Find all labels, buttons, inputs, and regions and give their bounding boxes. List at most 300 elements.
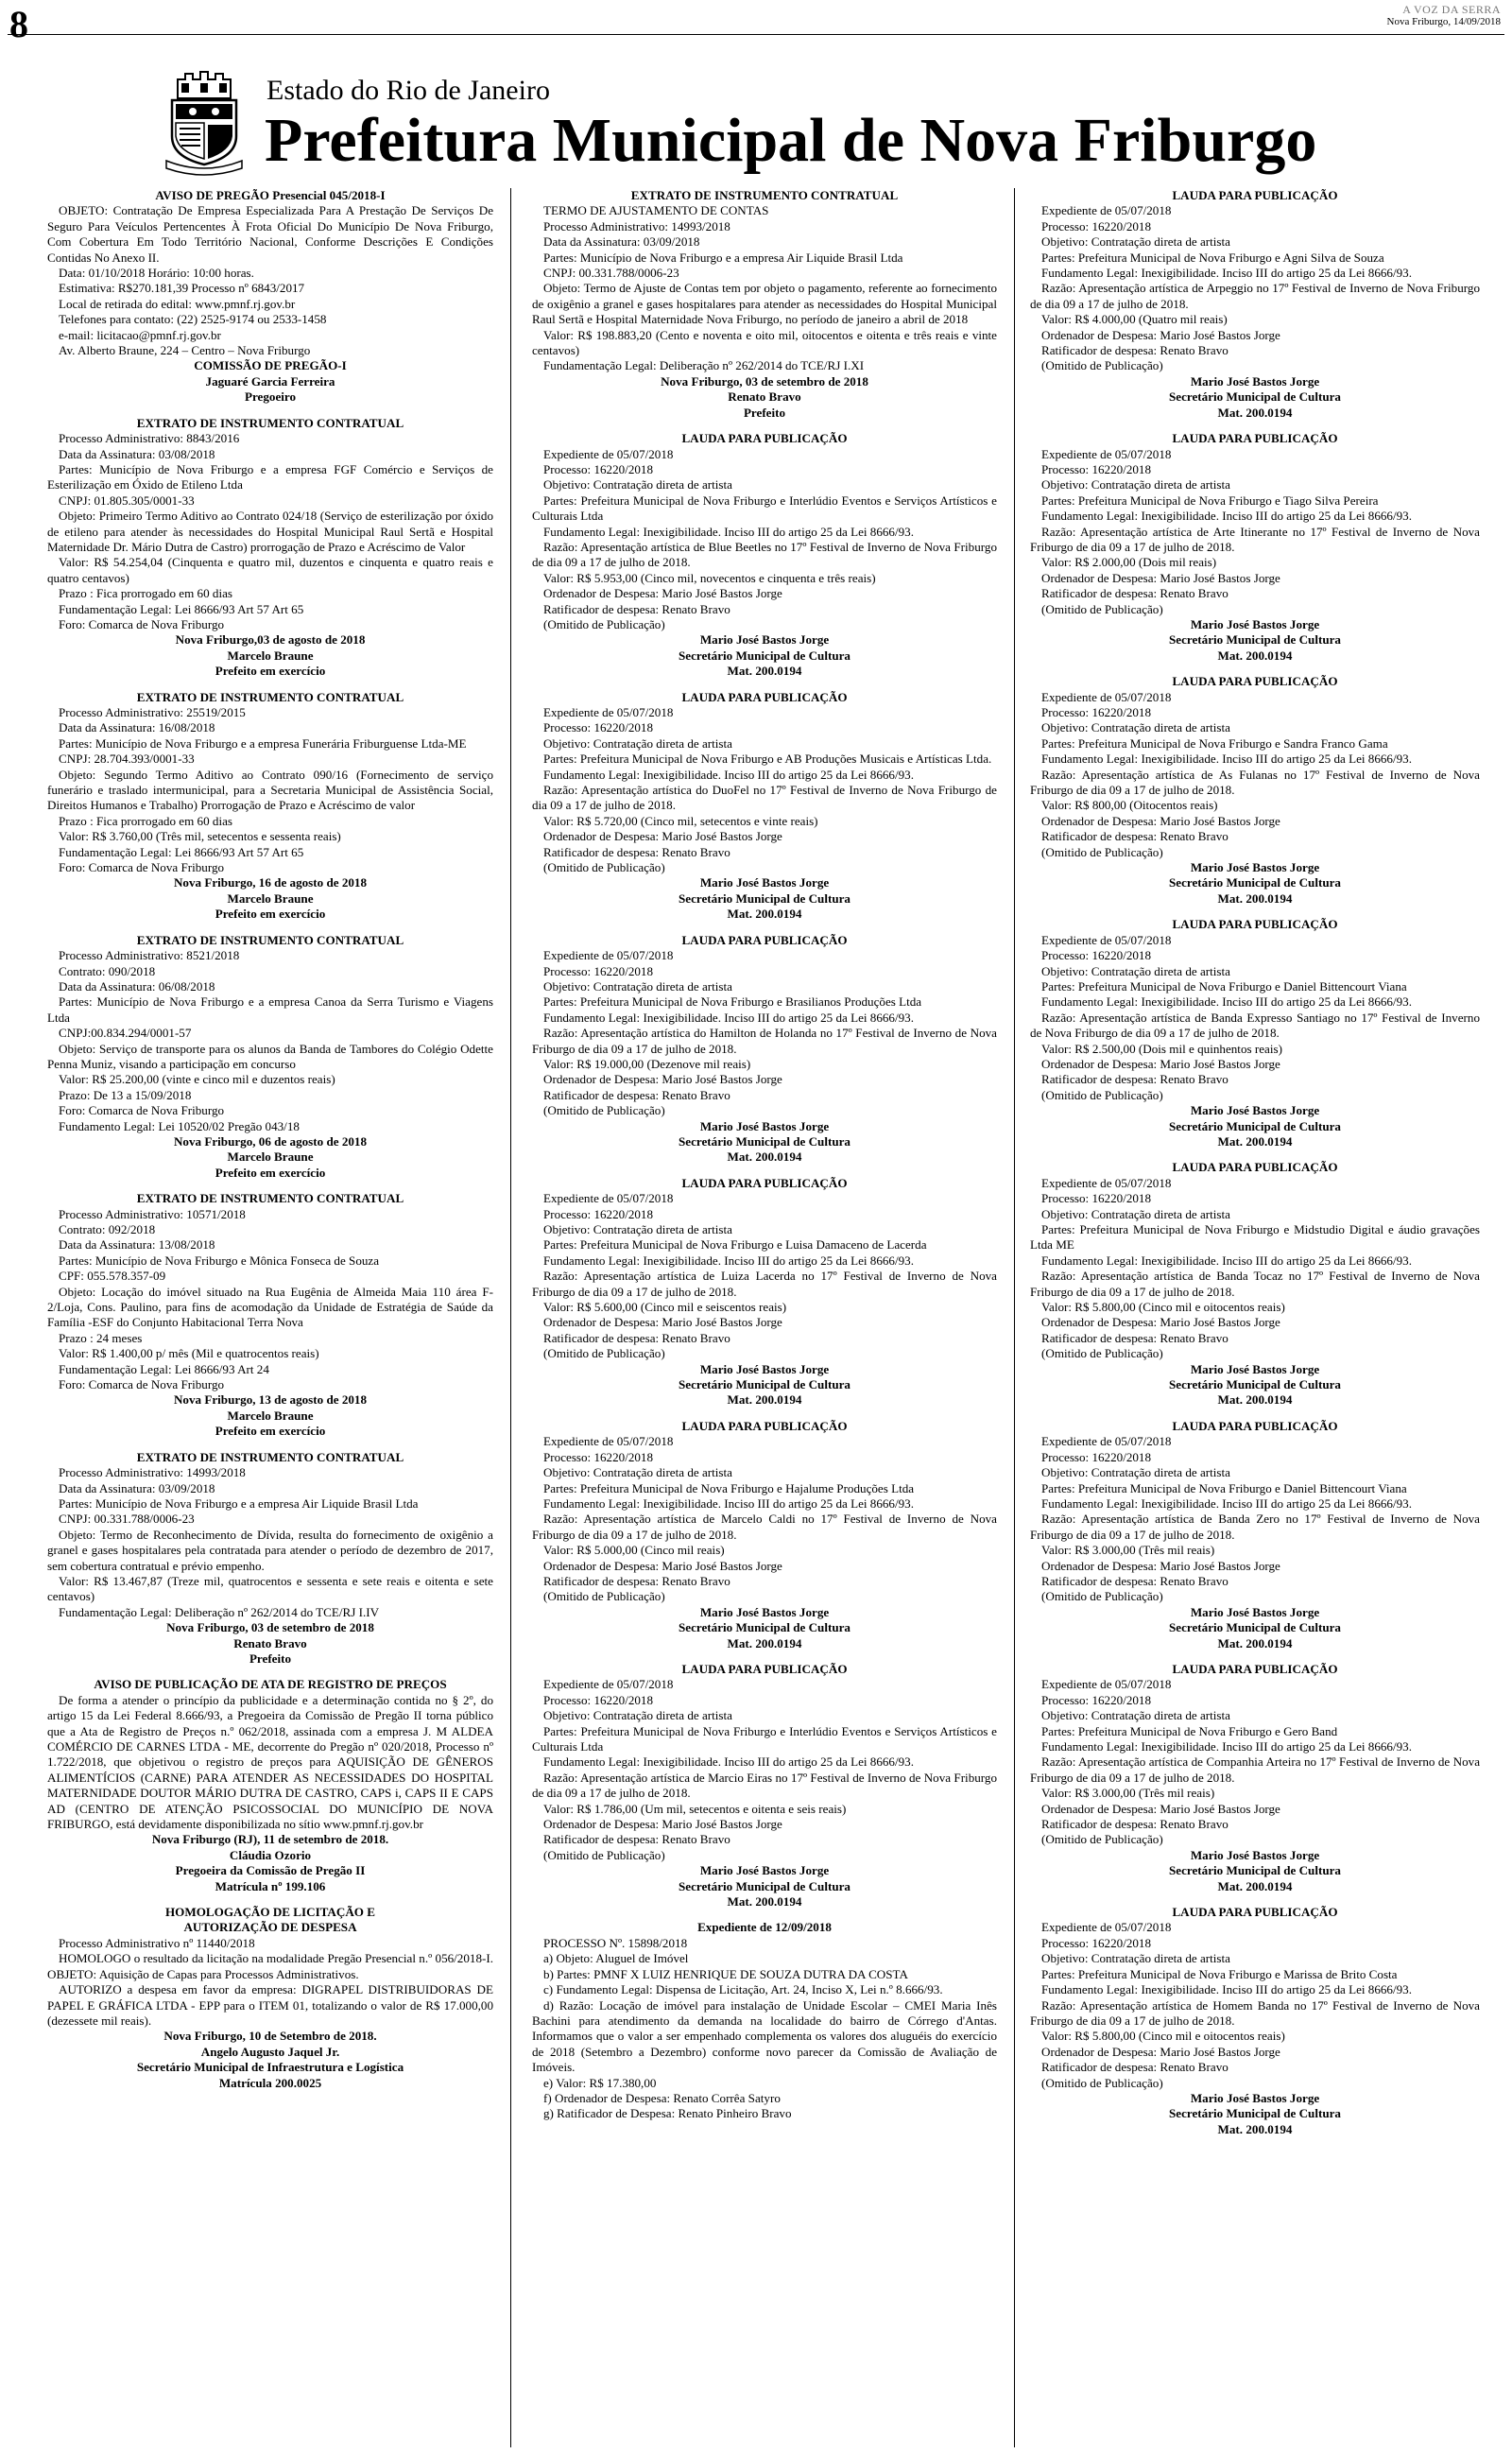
notice-heading: LAUDA PARA PUBLICAÇÃO xyxy=(681,1175,848,1190)
notice-text: Processo Administrativo nº 11440/2018 xyxy=(59,1935,255,1950)
notice-text: (Omitido de Publicação) xyxy=(1041,601,1163,616)
notice-heading: LAUDA PARA PUBLICAÇÃO xyxy=(1172,188,1338,202)
notice-text: Ratificador de despesa: Renato Bravo xyxy=(1041,1330,1228,1345)
notice-text: CNPJ: 00.331.788/0006-23 xyxy=(543,266,679,281)
notice-text: Fundamento Legal: Inexigibilidade. Inciso III do artigo 25 da Lei 8666/93. xyxy=(1041,752,1412,767)
notice-heading: Mario José Bastos Jorge xyxy=(699,1361,830,1376)
notice-text: Razão: Apresentação artística de Marcio Eiras no 17º Festival de Inverno de Nova Friburgo de dia 09 a 17 de julho de 2018. xyxy=(532,1770,997,1801)
notice-heading: Prefeito em exercício xyxy=(215,1165,326,1180)
notice-text: Expediente de 05/07/2018 xyxy=(1041,1175,1172,1190)
notice-text: Objetivo: Contratação direta de artista xyxy=(1041,1951,1230,1966)
notice-text: Ordenador de Despesa: Mario José Bastos Jorge xyxy=(1041,327,1280,342)
notice-heading: LAUDA PARA PUBLICAÇÃO xyxy=(681,689,848,704)
notice-text: Objeto: Primeiro Termo Aditivo ao Contrato 024/18 (Serviço de esterilização por óxido de etileno para atender às necessidades do Hospital Municipal Raul Sertã e Hospital Maternidade Dr. Mário Dutra de Castro) prorrogação de Prazo e Acréscimo de Valor xyxy=(47,509,493,554)
notice-text: Ratificador de despesa: Renato Bravo xyxy=(543,601,730,616)
section-gap xyxy=(1030,1894,1480,1905)
notice-text: De forma a atender o princípio da publicidade e a determinação contida no § 2º, do artigo 15 da Lei Federal 8.666/93, a Pregoeira da Comissão de Pregão II torna público que a Ata de Registro de Preços n.º 062/2018, assinada com a empresa J. M ALDEA COMÉRCIO DE CARNES LTDA - ME, decorrente do Pregão nº 020/2018, Processo nº 1.722/2018, que objetivou o registro de preços para AQUISIÇÃO DE GÊNEROS ALIMENTÍCIOS (CARNE) PARA ATENDER AS NECESSIDADES DO HOSPITAL MATERNIDADE DOUTOR MÁRIO DUTRA DE CASTRO, CAPS i, CAPS II E CAPS AD (CENTRO DE ATENÇÃO PSICOSSOCIAL DO MUNICÍPIO DE NOVA FRIBURGO, está devidamente disponibilizada no sítio www.pmnf.rj.gov.br xyxy=(47,1692,493,1832)
notice-text: Processo Administrativo: 10571/2018 xyxy=(59,1206,246,1221)
notice-text: Valor: R$ 25.200,00 (vinte e cinco mil e duzentos reais) xyxy=(59,1072,335,1087)
notice-heading: Mario José Bastos Jorge xyxy=(699,875,830,890)
notice-text: Fundamento Legal: Inexigibilidade. Inciso III do artigo 25 da Lei 8666/93. xyxy=(1041,1253,1412,1268)
notice-text: Partes: Prefeitura Municipal de Nova Friburgo e Marissa de Brito Costa xyxy=(1041,1966,1398,1981)
notice-text: Objetivo: Contratação direta de artista xyxy=(1041,1206,1230,1221)
notice-text: Valor: R$ 5.600,00 (Cinco mil e seiscentos reais) xyxy=(543,1300,787,1315)
notice-heading: Marcelo Braune xyxy=(227,1149,314,1165)
notice-heading: Secretário Municipal de Cultura xyxy=(1169,389,1341,405)
notice-heading: Secretário Municipal de Infraestrutura e Logística xyxy=(136,2060,404,2075)
section-gap xyxy=(47,1440,493,1450)
notice-text: Processo: 16220/2018 xyxy=(543,1449,654,1464)
notice-heading: Mario José Bastos Jorge xyxy=(1190,1103,1320,1118)
notice-text: Valor: R$ 5.800,00 (Cinco mil e oitocentos reais) xyxy=(1041,1300,1285,1315)
notice-text: Ordenador de Despesa: Mario José Bastos Jorge xyxy=(1041,1056,1280,1071)
notice-heading: Secretário Municipal de Cultura xyxy=(679,1620,850,1635)
notice-text: Foro: Comarca de Nova Friburgo xyxy=(59,860,225,875)
section-gap xyxy=(1030,1651,1480,1662)
notice-text: Fundamento Legal: Inexigibilidade. Inciso III do artigo 25 da Lei 8666/93. xyxy=(543,767,914,782)
notice-text: Contrato: 092/2018 xyxy=(59,1222,156,1236)
notice-text: Data da Assinatura: 03/09/2018 xyxy=(59,1480,215,1495)
notice-heading: Jaguaré Garcia Ferreira xyxy=(205,373,335,389)
notice-text: HOMOLOGO o resultado da licitação na modalidade Pregão Presencial n.º 056/2018-I. OBJETO: Aquisição de Capas para Processos Administrativos. xyxy=(47,1951,493,1981)
notice-heading: Secretário Municipal de Cultura xyxy=(1169,1377,1341,1392)
notice-text: Valor: R$ 5.000,00 (Cinco mil reais) xyxy=(543,1543,725,1558)
notice-text: e) Valor: R$ 17.380,00 xyxy=(543,2075,657,2090)
notice-heading: Mat. 200.0194 xyxy=(727,1635,802,1650)
notice-text: Razão: Apresentação artística de Luiza Lacerda no 17º Festival de Inverno de Nova Friburgo de dia 09 a 17 de julho de 2018. xyxy=(532,1269,997,1299)
notice-heading: Prefeito xyxy=(743,405,786,420)
notice-text: Prazo: De 13 a 15/09/2018 xyxy=(59,1087,192,1102)
notice-heading: Secretário Municipal de Cultura xyxy=(1169,1863,1341,1878)
page-number: 8 xyxy=(9,3,28,45)
notice-text: Ordenador de Despesa: Mario José Bastos Jorge xyxy=(543,1315,782,1330)
notice-heading: Nova Friburgo (RJ), 11 de setembro de 2018. xyxy=(151,1832,389,1847)
notice-text: Fundamentação Legal: Deliberação nº 262/2014 do TCE/RJ I.IV xyxy=(59,1604,380,1619)
notice-text: Ordenador de Despesa: Mario José Bastos Jorge xyxy=(543,829,782,844)
notice-text: Objetivo: Contratação direta de artista xyxy=(1041,720,1230,735)
notice-text: Fundamento Legal: Inexigibilidade. Inciso III do artigo 25 da Lei 8666/93. xyxy=(1041,994,1412,1010)
notice-text: Local de retirada do edital: www.pmnf.rj.gov.br xyxy=(59,296,296,311)
notice-heading: Mario José Bastos Jorge xyxy=(1190,1847,1320,1862)
notice-text: Ratificador de despesa: Renato Bravo xyxy=(543,1573,730,1588)
publication-date: Nova Friburgo, 14/09/2018 xyxy=(1386,16,1501,27)
notice-text: Fundamentação Legal: Lei 8666/93 Art 57 Art 65 xyxy=(59,844,304,859)
notice-text: Partes: Município de Nova Friburgo e Mônica Fonseca de Souza xyxy=(59,1253,380,1268)
section-gap xyxy=(1030,664,1480,674)
notice-text: Ratificador de despesa: Renato Bravo xyxy=(1041,2060,1228,2075)
notice-text: Ratificador de despesa: Renato Bravo xyxy=(1041,1573,1228,1588)
notice-heading: Mat. 200.0194 xyxy=(727,1149,802,1165)
notice-text: (Omitido de Publicação) xyxy=(1041,1346,1163,1361)
notice-text: Valor: R$ 3.000,00 (Três mil reais) xyxy=(1041,1543,1215,1558)
section-gap xyxy=(532,923,997,933)
notice-text: Partes: Município de Nova Friburgo e a empresa Funerária Friburguense Ltda-ME xyxy=(59,735,467,751)
notice-text: Ratificador de despesa: Renato Bravo xyxy=(543,1330,730,1345)
notice-heading: Mario José Bastos Jorge xyxy=(1190,616,1320,631)
notice-heading: Mat. 200.0194 xyxy=(727,907,802,922)
notice-text: Processo: 16220/2018 xyxy=(1041,1935,1152,1950)
column-divider xyxy=(510,188,511,2447)
notice-text: Razão: Apresentação artística de Arpeggio no 17º Festival de Inverno de Nova Friburgo de dia 09 a 17 de julho de 2018. xyxy=(1030,281,1480,311)
notice-text: CNPJ: 01.805.305/0001-33 xyxy=(59,493,195,508)
notice-text: Fundamentação Legal: Deliberação nº 262/2014 do TCE/RJ I.XI xyxy=(543,358,865,373)
notice-text: Objeto: Segundo Termo Aditivo ao Contrato 090/16 (Fornecimento de serviço funerário e traslado intermunicipal, para a Secretaria Municipal de Assistência Social, Direitos Humanos e Trabalho) Prorrogação de Prazo e Acréscimo de valor xyxy=(47,767,493,813)
notice-text: Expediente de 05/07/2018 xyxy=(543,1677,674,1692)
column-middle xyxy=(532,188,997,2122)
notice-text: Expediente de 05/07/2018 xyxy=(1041,932,1172,947)
notice-heading: Secretário Municipal de Cultura xyxy=(1169,875,1341,890)
notice-text: Processo: 16220/2018 xyxy=(1041,1191,1152,1206)
section-gap xyxy=(532,1166,997,1176)
notice-heading: Matrícula 200.0025 xyxy=(218,2075,322,2090)
notice-heading: Nova Friburgo, 16 de agosto de 2018 xyxy=(173,875,368,890)
notice-heading: EXTRATO DE INSTRUMENTO CONTRATUAL xyxy=(136,1191,404,1206)
notice-text: Objetivo: Contratação direta de artista xyxy=(1041,963,1230,978)
notice-heading: EXTRATO DE INSTRUMENTO CONTRATUAL xyxy=(136,689,404,704)
notice-heading: Mario José Bastos Jorge xyxy=(1190,1604,1320,1619)
section-gap xyxy=(532,1651,997,1662)
notice-text: Objetivo: Contratação direta de artista xyxy=(1041,234,1230,250)
notice-heading: Mario José Bastos Jorge xyxy=(1190,373,1320,389)
notice-heading: Mario José Bastos Jorge xyxy=(699,632,830,648)
notice-text: Expediente de 05/07/2018 xyxy=(1041,203,1172,218)
notice-heading: Mat. 200.0194 xyxy=(1217,2121,1293,2136)
notice-text: Processo: 16220/2018 xyxy=(543,720,654,735)
notice-text: Ordenador de Despesa: Mario José Bastos Jorge xyxy=(1041,1558,1280,1573)
notice-heading: Marcelo Braune xyxy=(227,1408,314,1423)
notice-text: Data da Assinatura: 03/09/2018 xyxy=(543,234,700,250)
notice-text: Prazo : 24 meses xyxy=(59,1330,143,1345)
notice-text: Processo Administrativo: 8521/2018 xyxy=(59,948,240,963)
header-rule xyxy=(8,34,1504,35)
notice-heading: EXTRATO DE INSTRUMENTO CONTRATUAL xyxy=(630,188,899,202)
notice-text: Expediente de 05/07/2018 xyxy=(1041,1920,1172,1935)
notice-text: Ordenador de Despesa: Mario José Bastos Jorge xyxy=(1041,813,1280,828)
notice-text: f) Ordenador de Despesa: Renato Corrêa Satyro xyxy=(543,2090,781,2105)
notice-text: Objetivo: Contratação direta de artista xyxy=(543,978,732,994)
notice-heading: Secretário Municipal de Cultura xyxy=(679,648,850,663)
notice-text: Partes: Município de Nova Friburgo e a empresa FGF Comércio e Serviços de Esterilização em Óxido de Etileno Ltda xyxy=(47,461,493,493)
newspaper-name: A VOZ DA SERRA xyxy=(1402,3,1501,16)
notice-heading: LAUDA PARA PUBLICAÇÃO xyxy=(681,932,848,947)
notice-text: Razão: Apresentação artística de Banda Expresso Santiago no 17º Festival de Inverno de Nova Friburgo de dia 09 a 17 de julho de 2018. xyxy=(1030,1010,1480,1041)
notice-text: Ordenador de Despesa: Mario José Bastos Jorge xyxy=(543,1558,782,1573)
column-divider xyxy=(1014,188,1015,2447)
notice-text: Fundamento Legal: Inexigibilidade. Inciso III do artigo 25 da Lei 8666/93. xyxy=(543,1253,914,1268)
notice-heading: LAUDA PARA PUBLICAÇÃO xyxy=(1172,1418,1338,1433)
notice-heading: Nova Friburgo, 10 de Setembro de 2018. xyxy=(163,2029,377,2044)
notice-text: Razão: Apresentação artística de Companhia Arteira no 17º Festival de Inverno de Nova Friburgo de dia 09 a 17 de julho de 2018. xyxy=(1030,1754,1480,1785)
notice-text: Partes: Prefeitura Municipal de Nova Friburgo e Interlúdio Eventos e Serviços Artísticos e Culturais Ltda xyxy=(532,1723,997,1754)
notice-text: Ordenador de Despesa: Mario José Bastos Jorge xyxy=(543,1072,782,1087)
notice-heading: Expediente de 12/09/2018 xyxy=(697,1920,832,1935)
masthead-title: Prefeitura Municipal de Nova Friburgo xyxy=(265,106,1317,175)
coat-of-arms-icon xyxy=(164,70,244,176)
notice-text: CNPJ:00.834.294/0001-57 xyxy=(59,1026,192,1041)
notice-text: Ratificador de despesa: Renato Bravo xyxy=(1041,829,1228,844)
notice-text: Ratificador de despesa: Renato Bravo xyxy=(1041,343,1228,358)
notice-text: Razão: Apresentação artística do DuoFel no 17º Festival de Inverno de Nova Friburgo de dia 09 a 17 de julho de 2018. xyxy=(532,783,997,813)
notice-text: Processo: 16220/2018 xyxy=(1041,1692,1152,1707)
section-gap xyxy=(47,923,493,933)
section-gap xyxy=(47,1894,493,1905)
section-gap xyxy=(47,1181,493,1191)
notice-text: Objetivo: Contratação direta de artista xyxy=(543,1708,732,1723)
notice-text: Valor: R$ 13.467,87 (Treze mil, quatrocentos e sessenta e sete reais e oitenta e sete centavos) xyxy=(47,1573,493,1604)
notice-text: CPF: 055.578.357-09 xyxy=(59,1269,166,1284)
notice-text: Valor: R$ 1.400,00 p/ mês (Mil e quatrocentos reais) xyxy=(59,1346,319,1361)
notice-text: (Omitido de Publicação) xyxy=(543,1346,665,1361)
notice-text: Telefones para contato: (22) 2525-9174 ou 2533-1458 xyxy=(59,312,327,327)
notice-text: Prazo : Fica prorrogado em 60 dias xyxy=(59,586,232,601)
notice-heading: Mat. 200.0194 xyxy=(1217,1133,1293,1149)
notice-text: (Omitido de Publicação) xyxy=(543,1589,665,1604)
notice-text: Expediente de 05/07/2018 xyxy=(543,705,674,719)
notice-text: b) Partes: PMNF X LUIZ HENRIQUE DE SOUZA DUTRA DA COSTA xyxy=(543,1966,908,1981)
notice-heading: Mario José Bastos Jorge xyxy=(1190,1361,1320,1376)
notice-text: (Omitido de Publicação) xyxy=(1041,1087,1163,1102)
notice-heading: LAUDA PARA PUBLICAÇÃO xyxy=(1172,917,1338,932)
notice-text: Partes: Prefeitura Municipal de Nova Friburgo e Hajalume Produções Ltda xyxy=(543,1480,915,1495)
notice-text: Valor: R$ 5.720,00 (Cinco mil, setecentos e vinte reais) xyxy=(543,813,818,828)
notice-heading: Nova Friburgo,03 de agosto de 2018 xyxy=(175,632,366,648)
notice-text: Contrato: 090/2018 xyxy=(59,963,156,978)
notice-text: e-mail: licitacao@pmnf.rj.gov.br xyxy=(59,327,221,342)
section-gap xyxy=(532,1910,997,1920)
notice-text: Fundamento Legal: Lei 10520/02 Pregão 043/18 xyxy=(59,1118,300,1133)
notice-heading: Mario José Bastos Jorge xyxy=(1190,860,1320,875)
notice-heading: Secretário Municipal de Cultura xyxy=(679,890,850,906)
notice-text: Prazo : Fica prorrogado em 60 dias xyxy=(59,813,232,828)
notice-text: Fundamento Legal: Inexigibilidade. Inciso III do artigo 25 da Lei 8666/93. xyxy=(1041,509,1412,524)
notice-text: (Omitido de Publicação) xyxy=(1041,844,1163,859)
notice-text: Ratificador de despesa: Renato Bravo xyxy=(1041,586,1228,601)
notice-text: Fundamento Legal: Inexigibilidade. Inciso III do artigo 25 da Lei 8666/93. xyxy=(1041,1739,1412,1754)
notice-text: Fundamentação Legal: Lei 8666/93 Art 24 xyxy=(59,1361,269,1376)
notice-heading: Mat. 200.0194 xyxy=(1217,405,1293,420)
notice-heading: Pregoeira da Comissão de Pregão II xyxy=(175,1863,366,1878)
section-gap xyxy=(47,680,493,690)
column-left xyxy=(47,188,493,2091)
notice-heading: EXTRATO DE INSTRUMENTO CONTRATUAL xyxy=(136,415,404,430)
notice-text: Fundamento Legal: Inexigibilidade. Inciso III do artigo 25 da Lei 8666/93. xyxy=(543,524,914,539)
notice-heading: Mat. 200.0194 xyxy=(1217,1635,1293,1650)
notice-text: Partes: Prefeitura Municipal de Nova Friburgo e Daniel Bittencourt Viana xyxy=(1041,1480,1407,1495)
notice-heading: Mat. 200.0194 xyxy=(1217,1392,1293,1408)
notice-text: Valor: R$ 5.800,00 (Cinco mil e oitocentos reais) xyxy=(1041,2029,1285,2044)
notice-text: Expediente de 05/07/2018 xyxy=(543,446,674,461)
masthead xyxy=(180,70,1503,183)
notice-text: Partes: Município de Nova Friburgo e a empresa Air Liquide Brasil Ltda xyxy=(59,1495,419,1511)
notice-heading: AVISO DE PREGÃO Presencial 045/2018-I xyxy=(155,188,386,202)
notice-text: Valor: R$ 4.000,00 (Quatro mil reais) xyxy=(1041,312,1228,327)
notice-heading: LAUDA PARA PUBLICAÇÃO xyxy=(1172,1160,1338,1175)
notice-text: Ordenador de Despesa: Mario José Bastos Jorge xyxy=(1041,2044,1280,2059)
notice-heading: Mario José Bastos Jorge xyxy=(1190,2090,1320,2105)
notice-heading: Mat. 200.0194 xyxy=(727,1894,802,1910)
notice-text: Valor: R$ 3.760,00 (Três mil, setecentos e sessenta reais) xyxy=(59,829,341,844)
notice-text: (Omitido de Publicação) xyxy=(1041,1589,1163,1604)
section-gap xyxy=(1030,907,1480,917)
notice-text: TERMO DE AJUSTAMENTO DE CONTAS xyxy=(543,203,769,218)
notice-text: Ordenador de Despesa: Mario José Bastos Jorge xyxy=(1041,1801,1280,1816)
notice-heading: Prefeito em exercício xyxy=(215,907,326,922)
notice-heading: Nova Friburgo, 03 de setembro de 2018 xyxy=(166,1620,374,1635)
page-header xyxy=(0,0,1512,59)
notice-text: Estimativa: R$270.181,39 Processo nº 6843/2017 xyxy=(59,281,305,296)
notice-text: Expediente de 05/07/2018 xyxy=(1041,1677,1172,1692)
notice-text: (Omitido de Publicação) xyxy=(543,616,665,631)
notice-heading: Marcelo Braune xyxy=(227,648,314,663)
notice-text: Av. Alberto Braune, 224 – Centro – Nova Friburgo xyxy=(59,343,311,358)
notice-text: Partes: Prefeitura Municipal de Nova Friburgo e Tiago Silva Pereira xyxy=(1041,493,1379,508)
notice-text: Valor: R$ 3.000,00 (Três mil reais) xyxy=(1041,1786,1215,1801)
section-gap xyxy=(532,680,997,690)
notice-text: Objetivo: Contratação direta de artista xyxy=(543,1465,732,1480)
notice-text: Valor: R$ 1.786,00 (Um mil, setecentos e oitenta e seis reais) xyxy=(543,1801,847,1816)
notice-text: Partes: Prefeitura Municipal de Nova Friburgo e AB Produções Musicais e Artísticas Ltda. xyxy=(543,752,992,767)
notice-text: Razão: Apresentação artística de Arte Itinerante no 17º Festival de Inverno de Nova Friburgo de dia 09 a 17 de julho de 2018. xyxy=(1030,524,1480,554)
notice-heading: AVISO DE PUBLICAÇÃO DE ATA DE REGISTRO DE PREÇOS xyxy=(94,1677,447,1692)
notice-heading: AUTORIZAÇÃO DE DESPESA xyxy=(183,1920,357,1935)
notice-text: Partes: Município de Nova Friburgo e a empresa Canoa da Serra Turismo e Viagens Ltda xyxy=(47,994,493,1025)
notice-heading: LAUDA PARA PUBLICAÇÃO xyxy=(1172,1661,1338,1676)
notice-text: Objeto: Serviço de transporte para os alunos da Banda de Tambores do Colégio Odette Penna Muniz, visando a participação em concurso xyxy=(47,1041,493,1071)
notice-text: Data da Assinatura: 06/08/2018 xyxy=(59,978,215,994)
notice-text: Partes: Prefeitura Municipal de Nova Friburgo e Luisa Damaceno de Lacerda xyxy=(543,1237,927,1253)
notice-text: Razão: Apresentação artística do Hamilton de Holanda no 17º Festival de Inverno de Nova Friburgo de dia 09 a 17 de julho de 2018. xyxy=(532,1026,997,1056)
notice-text: Processo Administrativo: 14993/2018 xyxy=(543,218,730,233)
section-gap xyxy=(47,1667,493,1677)
notice-text: Foro: Comarca de Nova Friburgo xyxy=(59,1377,225,1392)
notice-text: Razão: Apresentação artística de Marcelo Caldi no 17º Festival de Inverno de Nova Friburgo de dia 09 a 17 de julho de 2018. xyxy=(532,1512,997,1542)
notice-heading: LAUDA PARA PUBLICAÇÃO xyxy=(1172,431,1338,446)
notice-text: Objetivo: Contratação direta de artista xyxy=(1041,1465,1230,1480)
state-name: Estado do Rio de Janeiro xyxy=(266,75,550,106)
notice-text: Fundamentação Legal: Lei 8666/93 Art 57 Art 65 xyxy=(59,601,304,616)
notice-text: Ratificador de despesa: Renato Bravo xyxy=(1041,1817,1228,1832)
notice-text: Expediente de 05/07/2018 xyxy=(543,1191,674,1206)
notice-heading: Secretário Municipal de Cultura xyxy=(1169,2106,1341,2121)
notice-text: Fundamento Legal: Inexigibilidade. Inciso III do artigo 25 da Lei 8666/93. xyxy=(1041,266,1412,281)
section-gap xyxy=(1030,1149,1480,1160)
notice-text: Expediente de 05/07/2018 xyxy=(543,1434,674,1449)
notice-heading: LAUDA PARA PUBLICAÇÃO xyxy=(1172,1905,1338,1920)
notice-heading: Matrícula nº 199.106 xyxy=(215,1878,326,1893)
notice-heading: Mario José Bastos Jorge xyxy=(699,1118,830,1133)
notice-text: Ordenador de Despesa: Mario José Bastos Jorge xyxy=(1041,570,1280,585)
notice-text: Partes: Prefeitura Municipal de Nova Friburgo e Interlúdio Eventos e Serviços Artísticos e Culturais Ltda xyxy=(532,493,997,524)
notice-text: Processo: 16220/2018 xyxy=(543,1692,654,1707)
notice-text: Partes: Prefeitura Municipal de Nova Friburgo e Daniel Bittencourt Viana xyxy=(1041,978,1407,994)
notice-text: PROCESSO Nº. 15898/2018 xyxy=(543,1935,688,1950)
notice-heading: Secretário Municipal de Cultura xyxy=(1169,1620,1341,1635)
notice-heading: Mario José Bastos Jorge xyxy=(699,1604,830,1619)
section-gap xyxy=(532,421,997,431)
notice-text: Partes: Prefeitura Municipal de Nova Friburgo e Midstudio Digital e áudio gravações Ltda ME xyxy=(1030,1222,1480,1253)
notice-text: g) Ratificador de Despesa: Renato Pinheiro Bravo xyxy=(543,2106,792,2121)
notice-text: Fundamento Legal: Inexigibilidade. Inciso III do artigo 25 da Lei 8666/93. xyxy=(543,1754,914,1770)
notice-heading: Cláudia Ozorio xyxy=(229,1847,312,1862)
notice-text: Processo Administrativo: 25519/2015 xyxy=(59,705,246,719)
notice-text: Valor: R$ 5.953,00 (Cinco mil, novecentos e cinquenta e três reais) xyxy=(543,570,876,585)
notice-text: Processo: 16220/2018 xyxy=(1041,948,1152,963)
notice-text: Processo: 16220/2018 xyxy=(543,963,654,978)
notice-heading: LAUDA PARA PUBLICAÇÃO xyxy=(681,1418,848,1433)
notice-text: d) Razão: Locação de imóvel para instalação de Unidade Escolar – CMEI Maria Inês Bachini para atendimento da demanda na localidade do bairro de Córrego d'Antas. Informamos que o valor a ser empenhado complementa os valores dos aluguéis do exercício de 2018 (Setembro a Dezembro) conforme novo parecer da Comissão de Avaliação de Imóveis. xyxy=(532,1997,997,2075)
notice-text: Razão: Apresentação artística de Homem Banda no 17º Festival de Inverno de Nova Friburgo de dia 09 a 17 de julho de 2018. xyxy=(1030,1997,1480,2028)
notice-heading: Pregoeiro xyxy=(244,389,297,405)
notice-text: Objetivo: Contratação direta de artista xyxy=(1041,477,1230,493)
notice-text: Partes: Município de Nova Friburgo e a empresa Air Liquide Brasil Ltda xyxy=(543,250,903,265)
notice-text: c) Fundamento Legal: Dispensa de Licitação, Art. 24, Inciso X, Lei n.º 8.666/93. xyxy=(543,1982,943,1997)
notice-text: Foro: Comarca de Nova Friburgo xyxy=(59,1103,225,1118)
notice-text: Fundamento Legal: Inexigibilidade. Inciso III do artigo 25 da Lei 8666/93. xyxy=(1041,1495,1412,1511)
notice-heading: Prefeito em exercício xyxy=(215,664,326,679)
publication-info xyxy=(1387,4,1502,28)
notice-text: (Omitido de Publicação) xyxy=(1041,2075,1163,2090)
notice-text: Partes: Prefeitura Municipal de Nova Friburgo e Brasilianos Produções Ltda xyxy=(543,994,922,1010)
notice-text: Processo Administrativo: 8843/2016 xyxy=(59,431,240,446)
notice-heading: Secretário Municipal de Cultura xyxy=(679,1133,850,1149)
notice-text: (Omitido de Publicação) xyxy=(543,1103,665,1118)
notice-heading: LAUDA PARA PUBLICAÇÃO xyxy=(1172,674,1338,689)
notice-text: Valor: R$ 800,00 (Oitocentos reais) xyxy=(1041,798,1218,813)
notice-text: Valor: R$ 19.000,00 (Dezenove mil reais) xyxy=(543,1056,751,1071)
notice-text: Ordenador de Despesa: Mario José Bastos Jorge xyxy=(543,586,782,601)
notice-heading: LAUDA PARA PUBLICAÇÃO xyxy=(681,1661,848,1676)
notice-text: Ordenador de Despesa: Mario José Bastos Jorge xyxy=(543,1817,782,1832)
notice-text: CNPJ: 28.704.393/0001-33 xyxy=(59,752,195,767)
notice-text: (Omitido de Publicação) xyxy=(1041,358,1163,373)
notice-heading: Nova Friburgo, 13 de agosto de 2018 xyxy=(173,1392,368,1408)
notice-text: Ratificador de despesa: Renato Bravo xyxy=(1041,1072,1228,1087)
notice-text: Ratificador de despesa: Renato Bravo xyxy=(543,1832,730,1847)
notice-text: Partes: Prefeitura Municipal de Nova Friburgo e Sandra Franco Gama xyxy=(1041,735,1388,751)
notice-text: Processo: 16220/2018 xyxy=(543,1206,654,1221)
notice-text: Objetivo: Contratação direta de artista xyxy=(1041,1708,1230,1723)
notice-text: Data da Assinatura: 13/08/2018 xyxy=(59,1237,215,1253)
notice-text: Data da Assinatura: 16/08/2018 xyxy=(59,720,215,735)
notice-text: Valor: R$ 2.500,00 (Dois mil e quinhentos reais) xyxy=(1041,1041,1282,1056)
notice-heading: Secretário Municipal de Cultura xyxy=(1169,632,1341,648)
notice-text: Objetivo: Contratação direta de artista xyxy=(543,477,732,493)
notice-text: Ratificador de despesa: Renato Bravo xyxy=(543,844,730,859)
notice-heading: HOMOLOGAÇÃO DE LICITAÇÃO E xyxy=(164,1905,375,1920)
notice-text: Objeto: Locação do imóvel situado na Rua Eugênia de Almeida Maia 110 área F-2/Loja, Cons. Paulino, para fins de acomodação da Unidade de Estratégia de Saúde da Família -ESF do Conjunto Habitacional Terra Nova xyxy=(47,1284,493,1330)
notice-text: Objeto: Termo de Reconhecimento de Dívida, resulta do fornecimento de oxigênio a granel e gases hospitalares pela contratada para atender o período de dezembro de 2017, sem cobertura contratual e prévio empenho. xyxy=(47,1527,493,1573)
notice-text: (Omitido de Publicação) xyxy=(1041,1832,1163,1847)
notice-text: Processo: 16220/2018 xyxy=(1041,218,1152,233)
notice-text: Objetivo: Contratação direta de artista xyxy=(543,1222,732,1236)
notice-text: Razão: Apresentação artística de Blue Beetles no 17º Festival de Inverno de Nova Friburgo de dia 09 a 17 de julho de 2018. xyxy=(532,539,997,570)
notice-heading: Mat. 200.0194 xyxy=(727,1392,802,1408)
notice-text: AUTORIZO a despesa em favor da empresa: DIGRAPEL DISTRIBUIDORAS DE PAPEL E GRÁFICA LTDA - EPP para o ITEM 01, totalizando o valor de R$ 17.000,00 (dezessete mil reais). xyxy=(47,1982,493,2028)
section-gap xyxy=(532,1408,997,1419)
notice-text: (Omitido de Publicação) xyxy=(543,1847,665,1862)
notice-text: Ordenador de Despesa: Mario José Bastos Jorge xyxy=(1041,1315,1280,1330)
notice-text: a) Objeto: Aluguel de Imóvel xyxy=(543,1951,689,1966)
notice-heading: Nova Friburgo, 06 de agosto de 2018 xyxy=(173,1133,368,1149)
notice-text: Razão: Apresentação artística de As Fulanas no 17º Festival de Inverno de Nova Friburgo de dia 09 a 17 de julho de 2018. xyxy=(1030,767,1480,798)
notice-text: Processo: 16220/2018 xyxy=(1041,705,1152,719)
notice-heading: COMISSÃO DE PREGÃO-I xyxy=(194,358,347,373)
notice-text: Razão: Apresentação artística de Banda Zero no 17º Festival de Inverno de Nova Friburgo de dia 09 a 17 de julho de 2018. xyxy=(1030,1512,1480,1542)
notice-text: CNPJ: 00.331.788/0006-23 xyxy=(59,1512,195,1527)
section-gap xyxy=(47,406,493,416)
notice-text: Objeto: Termo de Ajuste de Contas tem por objeto o pagamento, referente ao fornecimento de oxigênio a granel e gases hospitalares para atender as necessidades do Hospital Municipal Raul Sertã e Hospital Maternidade Nova Friburgo, no período de janeiro a abril de 2018 xyxy=(532,281,997,327)
notice-text: Valor: R$ 198.883,20 (Cento e noventa e oito mil, oitocentos e oitenta e três reais e vinte centavos) xyxy=(532,327,997,358)
